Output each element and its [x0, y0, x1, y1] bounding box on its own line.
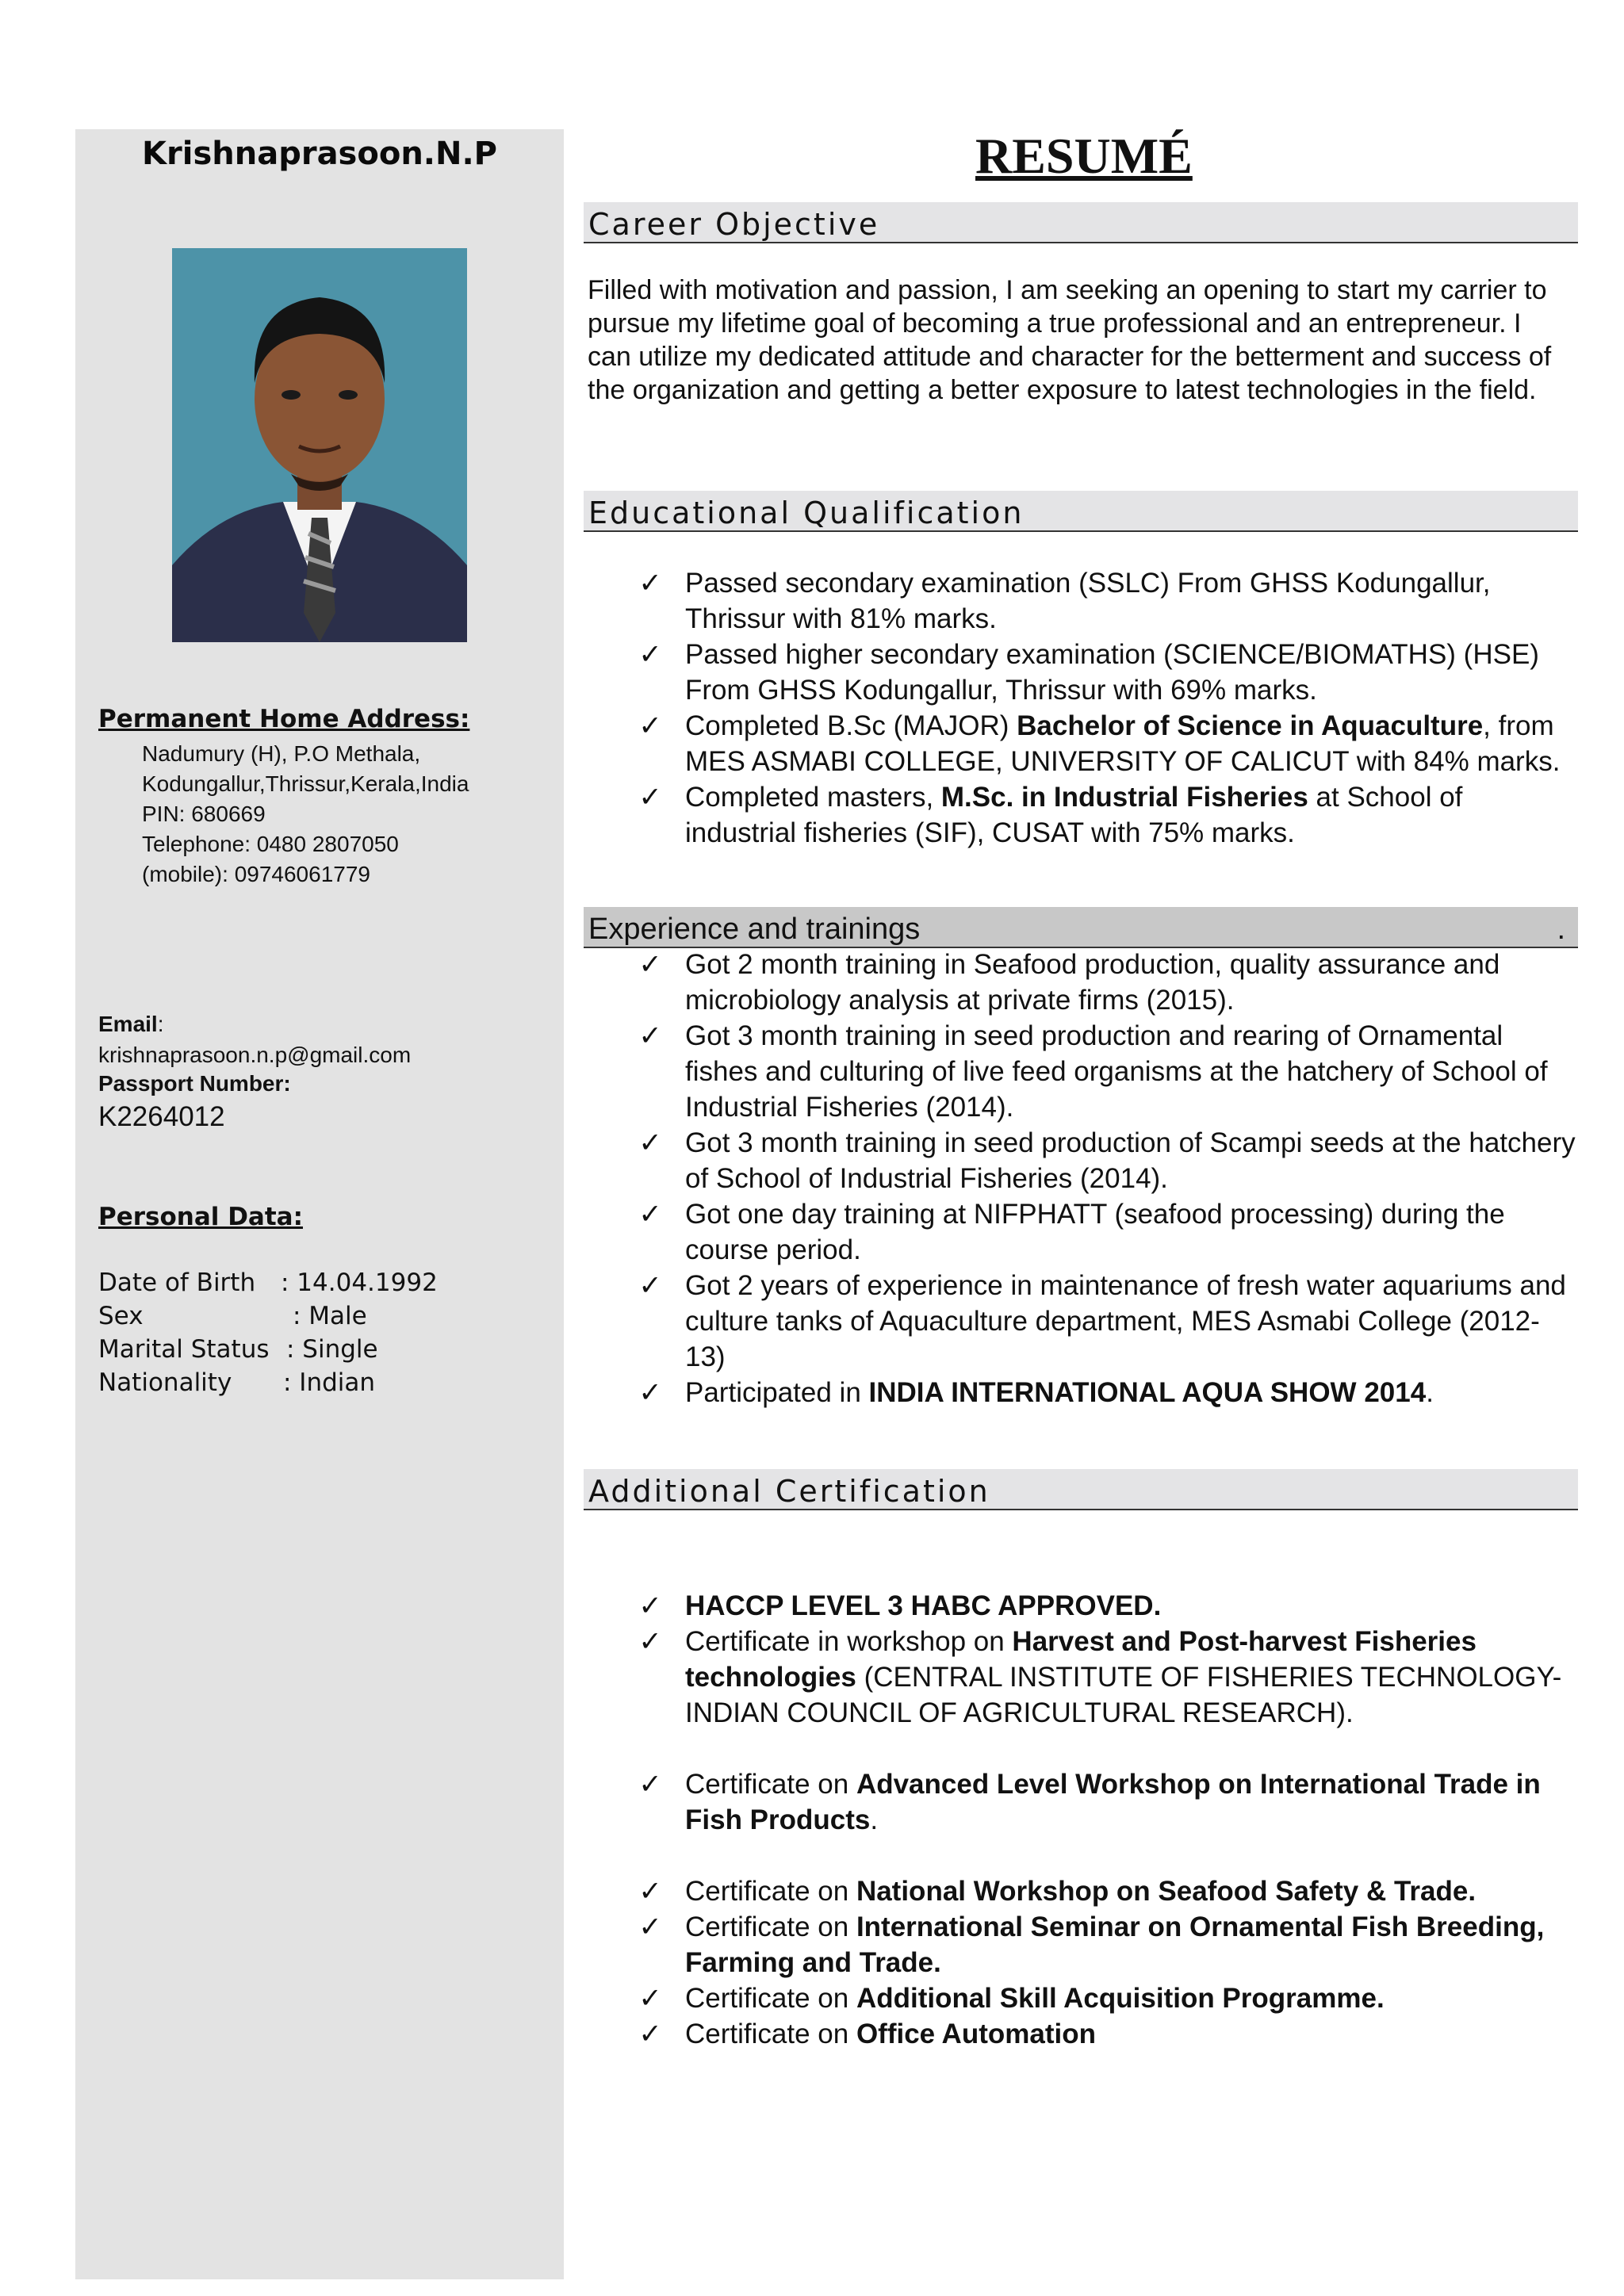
certification-item-text: Certificate on: [685, 1983, 856, 2014]
passport-label: Passport Number:: [98, 1071, 291, 1096]
personal-value: : Male: [293, 1302, 367, 1330]
checkmark-icon: ✓: [638, 1769, 662, 1800]
checkmark-icon: ✓: [638, 2019, 662, 2049]
education-list: [634, 565, 1578, 851]
email-address: krishnaprasoon.n.p@gmail.com: [98, 1043, 412, 1067]
certification-item: [634, 1909, 1578, 1980]
certification-item-emphasis: Harvest and Post-harvest Fisheries technologies: [685, 1626, 1477, 1693]
certification-item-text: Certificate on: [685, 1876, 856, 1907]
experience-heading: [584, 907, 1578, 948]
education-item: [634, 779, 1578, 851]
experience-item-emphasis: INDIA INTERNATIONAL AQUA SHOW 2014: [868, 1377, 1427, 1408]
address-block: [142, 739, 469, 890]
certification-item-text: .: [870, 1804, 879, 1835]
certification-item-emphasis: National Workshop on Seafood Safety & Trade.: [856, 1876, 1477, 1907]
personal-row-dob: [98, 1269, 438, 1297]
education-heading: Educational Qualification: [584, 491, 1578, 532]
career-objective-heading: Career Objective: [584, 202, 1578, 243]
checkmark-icon: ✓: [638, 1983, 662, 2014]
checkmark-icon: ✓: [638, 1020, 662, 1051]
experience-item-text: Participated in: [685, 1377, 869, 1408]
checkmark-icon: ✓: [638, 568, 662, 599]
checkmark-icon: ✓: [638, 1127, 662, 1158]
education-item-text: Completed B.Sc (MAJOR): [685, 710, 1017, 741]
checkmark-icon: ✓: [638, 1270, 662, 1301]
education-item-text: , from MES ASMABI COLLEGE, UNIVERSITY OF CALICUT with 84% marks.: [685, 710, 1561, 777]
education-item-text: Passed secondary examination (SSLC) From GHSS Kodungallur, Thrissur with 81% marks.: [685, 568, 1491, 634]
certification-item-text: Certificate on: [685, 2019, 856, 2049]
personal-value: : Single: [286, 1335, 378, 1364]
email-label-row: [98, 1012, 163, 1037]
personal-value: : Indian: [283, 1368, 376, 1397]
certification-heading: Additional Certification: [584, 1469, 1578, 1510]
checkmark-icon: ✓: [638, 1626, 662, 1657]
address-line: Telephone: 0480 2807050: [142, 832, 399, 856]
experience-heading-text: Experience and trainings: [588, 913, 921, 946]
checkmark-icon: ✓: [638, 949, 662, 980]
experience-list: [634, 947, 1578, 1410]
personal-label: Sex: [98, 1302, 144, 1330]
candidate-name: Krishnaprasoon.N.P: [142, 136, 497, 172]
certification-item-emphasis: Office Automation: [856, 2019, 1096, 2049]
personal-value: : 14.04.1992: [281, 1269, 438, 1297]
experience-heading-dot: .: [1557, 913, 1565, 946]
checkmark-icon: ✓: [638, 782, 662, 813]
checkmark-icon: ✓: [638, 1876, 662, 1907]
checkmark-icon: ✓: [638, 1590, 662, 1621]
address-line: Nadumury (H), P.O Methala,: [142, 741, 421, 766]
career-objective-text: Filled with motivation and passion, I am seeking an opening to start my carrier to pursue my lifetime goal of becoming a true professional and an entrepreneur. I can utilize my dedicated attitude and character for the betterment and success of the organization and getting a better exposure to latest technologies in the field.: [588, 275, 1552, 405]
experience-item-text: Got 3 month training in seed production of Scampi seeds at the hatchery of School of Industrial Fisheries (2014).: [685, 1127, 1576, 1194]
experience-item-text: Got one day training at NIFPHATT (seafood processing) during the course period.: [685, 1199, 1505, 1265]
experience-item-text: Got 2 month training in Seafood production, quality assurance and microbiology analysis at private firms (2015).: [685, 949, 1500, 1016]
education-item: [634, 708, 1578, 779]
portrait-image: [172, 248, 467, 642]
certification-item: [634, 1624, 1578, 1731]
experience-item: [634, 1268, 1578, 1375]
education-item-text: at School of industrial fisheries (SIF), CUSAT with 75% marks.: [685, 782, 1463, 848]
address-line: Kodungallur,Thrissur,Kerala,India: [142, 771, 469, 796]
experience-item-text: .: [1426, 1377, 1434, 1408]
certification-item: [634, 1588, 1578, 1624]
checkmark-icon: ✓: [638, 1377, 662, 1408]
experience-item: [634, 947, 1578, 1018]
experience-item: [634, 1196, 1578, 1268]
certification-item-text: Certificate on: [685, 1769, 856, 1800]
certification-item-emphasis: Advanced Level Workshop on International Trade in Fish Products: [685, 1769, 1541, 1835]
certification-item-emphasis: International Seminar on Ornamental Fish Breeding, Farming and Trade.: [685, 1911, 1545, 1978]
profile-photo: [172, 248, 467, 642]
personal-label: Marital Status: [98, 1335, 270, 1364]
personal-label: Nationality: [98, 1368, 232, 1397]
checkmark-icon: ✓: [638, 639, 662, 670]
education-item-text: Completed masters,: [685, 782, 941, 813]
experience-item-text: Got 2 years of experience in maintenance of fresh water aquariums and culture tanks of Aquaculture department, MES Asmabi College (2012-13): [685, 1270, 1566, 1372]
certification-list: [634, 1588, 1578, 2052]
sidebar: [75, 129, 564, 2279]
certification-item: [634, 1766, 1578, 1838]
certification-item-text: Certificate on: [685, 1911, 856, 1942]
experience-item: [634, 1125, 1578, 1196]
certification-item-text: (CENTRAL INSTITUTE OF FISHERIES TECHNOLOGY- INDIAN COUNCIL OF AGRICULTURAL RESEARCH).: [685, 1662, 1562, 1728]
certification-item-emphasis: Additional Skill Acquisition Programme.: [856, 1983, 1385, 2014]
email-label: Email: [98, 1012, 158, 1036]
checkmark-icon: ✓: [638, 1199, 662, 1230]
personal-row-nationality: [98, 1368, 375, 1397]
education-item: [634, 637, 1578, 708]
experience-item: [634, 1018, 1578, 1125]
education-item: [634, 565, 1578, 637]
personal-row-sex: [98, 1302, 367, 1330]
personal-row-marital: [98, 1335, 378, 1364]
email-colon: :: [157, 1012, 164, 1036]
personal-data-heading: Personal Data:: [98, 1203, 303, 1231]
certification-item: [634, 2016, 1578, 2052]
address-line: PIN: 680669: [142, 802, 266, 826]
certification-item: [634, 1980, 1578, 2016]
checkmark-icon: ✓: [638, 710, 662, 741]
personal-label: Date of Birth: [98, 1269, 256, 1297]
certification-item: [634, 1873, 1578, 1909]
education-item-emphasis: Bachelor of Science in Aquaculture: [1017, 710, 1484, 741]
experience-item-text: Got 3 month training in seed production and rearing of Ornamental fishes and culturing of live feed organisms at the hatchery of School of Industrial Fisheries (2014).: [685, 1020, 1548, 1123]
certification-item-text: Certificate in workshop on: [685, 1626, 1013, 1657]
passport-number: K2264012: [98, 1101, 225, 1132]
checkmark-icon: ✓: [638, 1911, 662, 1942]
certification-item-emphasis: HACCP LEVEL 3 HABC APPROVED.: [685, 1590, 1162, 1621]
education-item-emphasis: M.Sc. in Industrial Fisheries: [940, 782, 1308, 813]
address-heading: Permanent Home Address:: [98, 705, 470, 733]
experience-item: [634, 1375, 1578, 1410]
address-line: (mobile): 09746061779: [142, 862, 370, 886]
resume-title: RESUMÉ: [975, 128, 1193, 184]
education-item-text: Passed higher secondary examination (SCIENCE/BIOMATHS) (HSE) From GHSS Kodungallur, Thrissur with 69% marks.: [685, 639, 1539, 706]
